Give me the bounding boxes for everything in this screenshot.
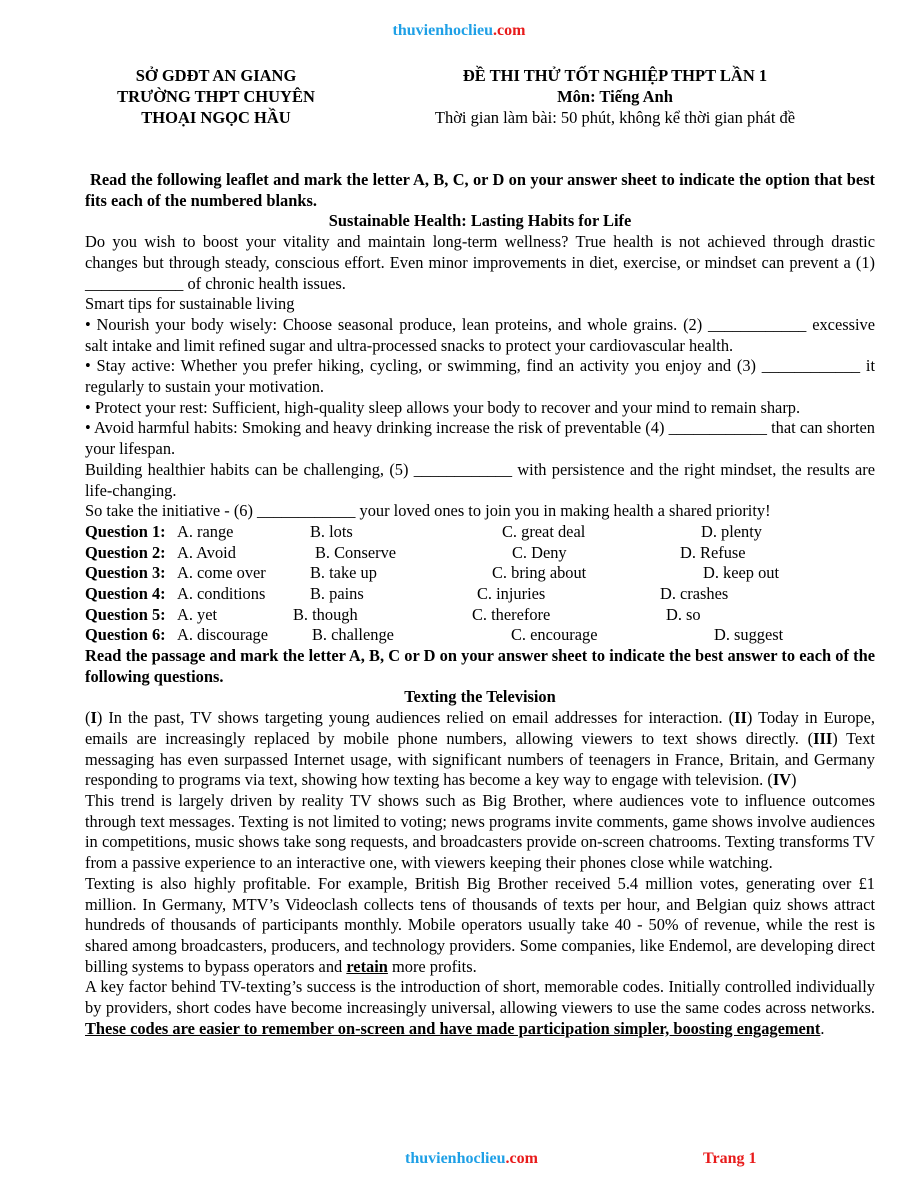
question-row: [85, 522, 875, 543]
question-label: Question 6:: [85, 625, 166, 645]
leaflet-paragraph: • Nourish your body wisely: Choose seasonal produce, lean proteins, and whole grains. (2) ____________ excessive salt intake and limit refined sugar and ultra-processed snacks to protect your cardiovascular health.: [85, 314, 875, 355]
option-d: D. so: [666, 604, 701, 624]
school-line: TRƯỜNG THPT CHUYÊN: [117, 87, 315, 106]
option-c: C. bring about: [492, 563, 587, 583]
part2-title: Texting the Television: [404, 687, 556, 707]
marker-i: I: [90, 708, 97, 728]
leaflet-paragraph: • Stay active: Whether you prefer hiking, cycling, or swimming, find an activity you enjoy and (3) ____________ it regularly to sustain your motivation.: [85, 356, 875, 397]
question-row: [85, 605, 875, 626]
passage-text: A key factor behind TV-texting’s success is the introduction of short, memorable codes. Initially controlled individually by providers, short codes have become increasingly universal, allowing viewers to use the same codes across networks.: [85, 977, 875, 1018]
school-line: THOẠI NGỌC HẦU: [141, 108, 291, 127]
option-b: B. take up: [310, 563, 377, 583]
passage-text: more profits.: [387, 956, 477, 976]
option-a: A. conditions: [177, 584, 266, 604]
page-number: Trang 1: [703, 1150, 757, 1167]
leaflet-subheading: Smart tips for sustainable living: [85, 294, 295, 314]
leaflet-paragraph: Building healthier habits can be challenging, (5) ____________ with persistence and the right mindset, the results are life-changing.: [85, 459, 875, 500]
option-a: A. come over: [177, 563, 266, 583]
option-d: D. Refuse: [680, 542, 746, 562]
passage-text: Today in Europe, emails are increasingly replaced by mobile phone numbers, allowing viewers to text shows directly.: [85, 708, 875, 748]
question-label: Question 2:: [85, 542, 166, 562]
site-watermark-top: [0, 22, 918, 40]
leaflet-paragraph: So take the initiative - (6) ____________ your loved ones to join you in making health a shared priority!: [85, 501, 771, 521]
underlined-word: retain: [346, 956, 388, 976]
option-b: B. though: [293, 604, 358, 624]
leaflet-paragraph: • Avoid harmful habits: Smoking and heavy drinking increase the risk of preventable (4) ____________ that can shorten your lifespan.: [85, 418, 875, 459]
underlined-sentence: These codes are easier to remember on-screen and have made participation simpler, boosting engagement: [85, 1018, 821, 1038]
passage-text: .: [820, 1018, 825, 1038]
passage-paragraph-2: This trend is largely driven by reality TV shows such as Big Brother, where audiences vote to influence outcomes through text messages. Texting is not limited to voting; news programs invite comments, game shows involve audiences in competitions, music shows take song requests, and broadcasters provide on-screen chatrooms. Texting transforms TV from a passive experience to an interactive one, with viewers keeping their phones close while watching.: [85, 791, 875, 873]
question-list: [85, 522, 875, 646]
option-c: C. injuries: [477, 584, 546, 604]
exam-header: [70, 65, 860, 135]
option-d: D. keep out: [703, 563, 780, 583]
passage-paragraph-1: (I) In the past, TV shows targeting young audiences relied on email addresses for interaction. (II) Today in Europe, emails are increasingly replaced by mobile phone numbers, allowing viewers to text shows directly. (III) Text messaging has even surpassed Internet usage, with significant numbers of teenagers in France, Britain, and Germany responding to programs via text, showing how texting has become a key way to engage with television. (IV): [85, 708, 875, 790]
passage-text: Texting is also highly profitable. For example, British Big Brother received 5.4 million votes, generating over £1 million. In Germany, MTV’s Videoclash collects tens of thousands of texts per hour, and Belgian quiz shows attract hundreds of thousands of participants monthly. Mobile operators usually take 40 - 50% of revenue, while the rest is shared among broadcasters, producers, and technology providers. Some companies, like Endemol, are developing direct billing systems to bypass operators and: [85, 873, 875, 976]
passage-text: Text messaging has even surpassed Internet usage, with significant numbers of teenagers in France, Britain, and Germany responding to programs via text, showing how texting has become a key way to engage with television.: [85, 728, 875, 790]
exam-title: ĐỀ THI THỬ TỐT NGHIỆP THPT LẦN 1: [462, 66, 768, 85]
leaflet-paragraph: • Protect your rest: Sufficient, high-quality sleep allows your body to recover and your mind to remain sharp.: [85, 397, 801, 417]
site-name: thuvienhoclieu: [392, 22, 494, 39]
school-block: [70, 65, 362, 128]
exam-info-block: [370, 65, 860, 128]
site-tld: .com: [493, 22, 526, 39]
passage-text: In the past, TV shows targeting young audiences relied on email addresses for interaction.: [102, 708, 729, 728]
option-c: C. encourage: [511, 625, 598, 645]
leaflet-paragraph: Do you wish to boost your vitality and maintain long-term wellness? True health is not achieved through drastic changes but through steady, conscious effort. Even minor improvements in diet, exercise, or mindset can prevent a (1) ____________ of chronic health issues.: [85, 232, 875, 293]
option-d: D. crashes: [660, 584, 729, 604]
option-a: A. range: [177, 521, 234, 541]
option-d: D. suggest: [714, 625, 784, 645]
part2-instruction: Read the passage and mark the letter A, B, C or D on your answer sheet to indicate the best answer to each of the following questions.: [85, 646, 875, 686]
part1-instruction: Read the following leaflet and mark the letter A, B, C, or D on your answer sheet to indicate the option that best fits each of the numbered blanks.: [85, 170, 875, 210]
option-a: A. discourage: [177, 625, 269, 645]
question-label: Question 5:: [85, 604, 166, 624]
option-a: A. yet: [177, 604, 218, 624]
option-c: C. therefore: [472, 604, 551, 624]
question-row: [85, 543, 875, 564]
site-tld: .com: [505, 1150, 538, 1167]
question-label: Question 1:: [85, 521, 166, 541]
exam-subject: Môn: Tiếng Anh: [557, 87, 673, 106]
marker-iii: III: [813, 728, 833, 748]
passage-paragraph-4: [85, 977, 875, 1039]
option-b: B. Conserve: [315, 542, 397, 562]
question-row: [85, 563, 875, 584]
marker-ii: II: [734, 708, 747, 728]
question-row: [85, 625, 875, 646]
option-b: B. lots: [310, 521, 353, 541]
marker-iv: IV: [772, 770, 792, 790]
passage-paragraph-3: [85, 874, 875, 978]
question-label: Question 3:: [85, 563, 166, 583]
site-name: thuvienhoclieu: [405, 1150, 506, 1167]
question-label: Question 4:: [85, 584, 166, 604]
page-footer: [0, 1150, 918, 1172]
question-row: [85, 584, 875, 605]
exam-content: [85, 170, 875, 1039]
option-d: D. plenty: [701, 521, 763, 541]
site-watermark-bottom: [405, 1150, 538, 1168]
option-c: C. Deny: [512, 542, 567, 562]
exam-time: Thời gian làm bài: 50 phút, không kể thời gian phát đề: [434, 108, 796, 127]
option-c: C. great deal: [502, 521, 586, 541]
option-b: B. pains: [310, 584, 364, 604]
part1-title: Sustainable Health: Lasting Habits for Life: [328, 211, 632, 231]
option-b: B. challenge: [312, 625, 394, 645]
school-line: SỞ GDĐT AN GIANG: [135, 66, 297, 85]
option-a: A. Avoid: [177, 542, 236, 562]
